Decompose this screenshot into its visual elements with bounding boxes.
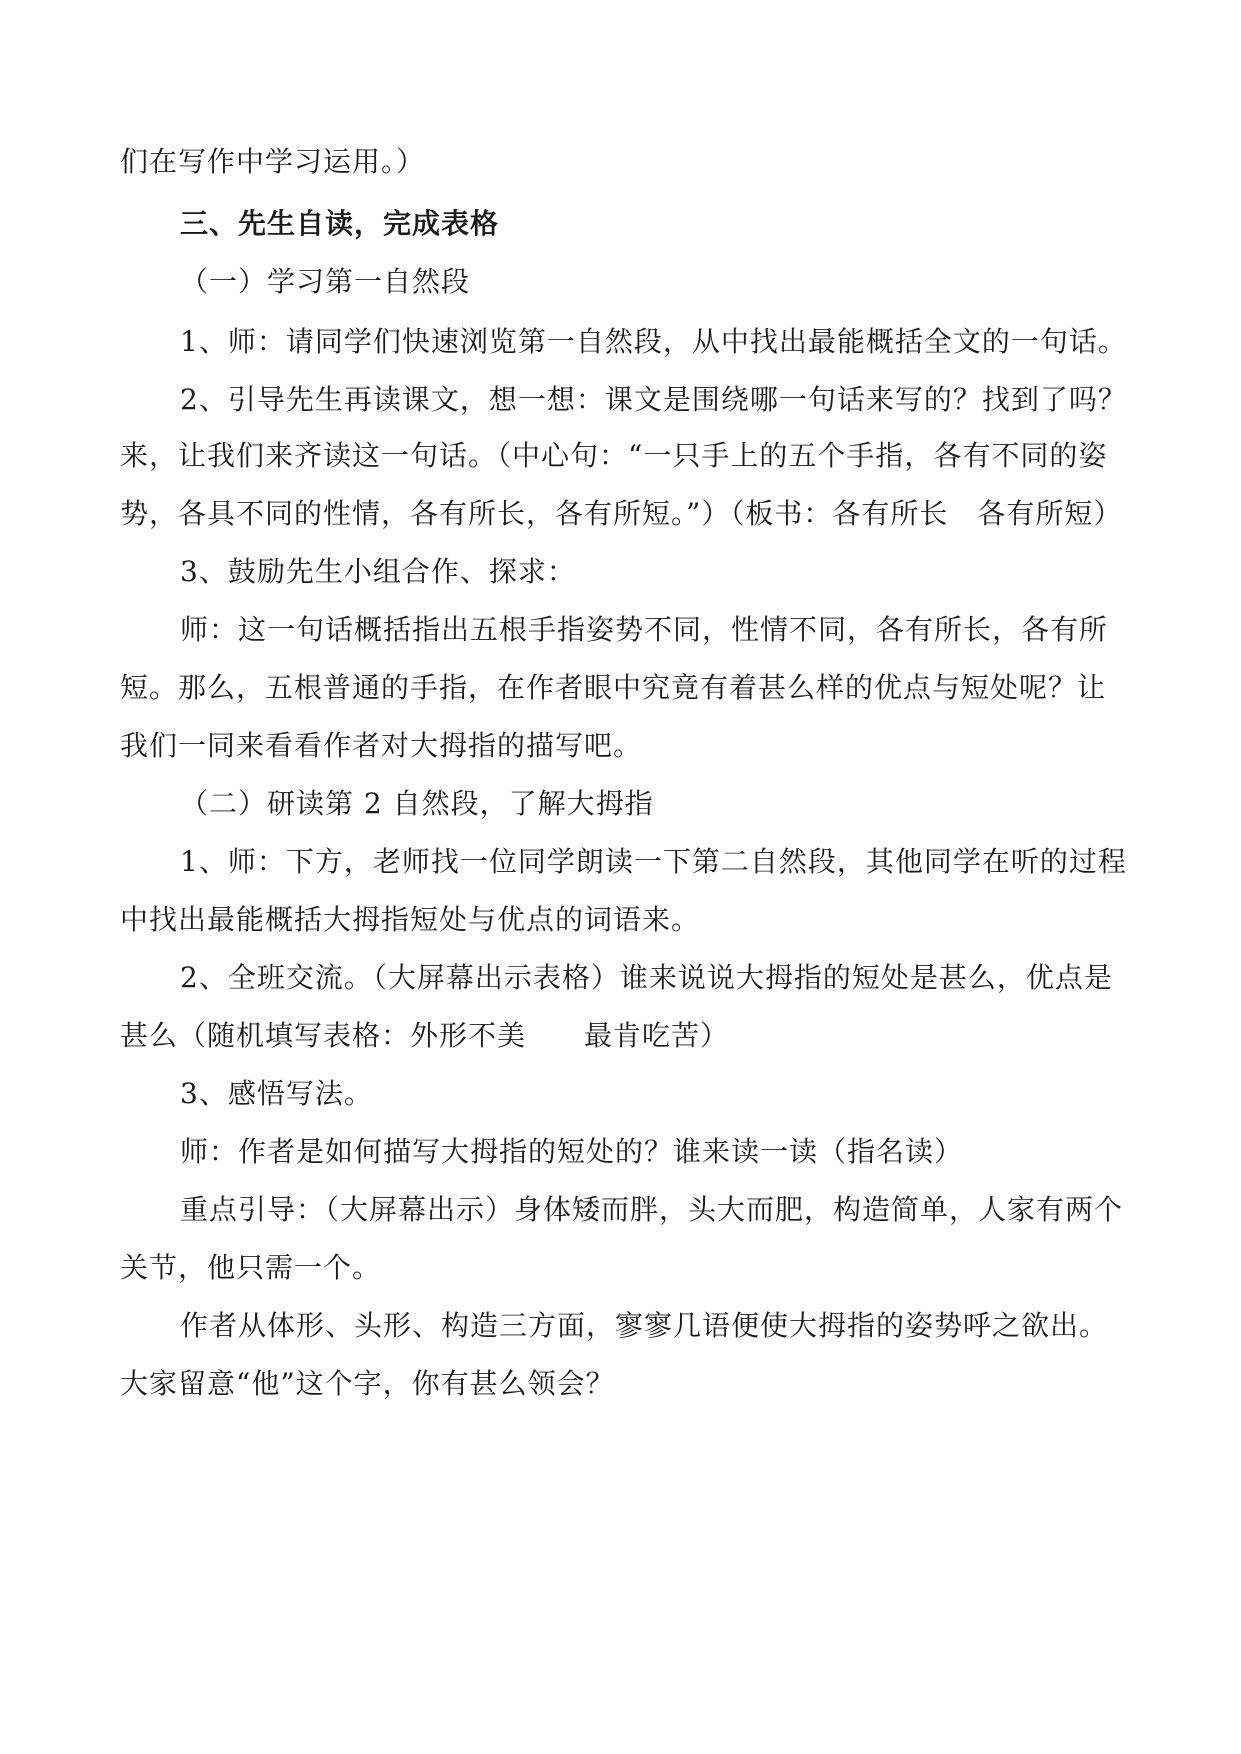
paragraph-line: 2、全班交流。（大屏幕出示表格）谁来说说大拇指的短处是甚么，优点是 <box>180 961 1113 994</box>
paragraph-line: 我们一同来看看作者对大拇指的描写吧。 <box>120 729 643 762</box>
paragraph-line: 中找出最能概括大拇指短处与优点的词语来。 <box>120 903 701 936</box>
paragraph-line: 大家留意“他”这个字，你有甚么领会？ <box>120 1367 615 1400</box>
paragraph-line: 们在写作中学习运用。） <box>120 145 426 178</box>
paragraph-line: 2、引导先生再读课文，想一想：课文是围绕哪一句话来写的？找到了吗？ <box>180 383 1127 416</box>
paragraph-line: 师：作者是如何描写大拇指的短处的？谁来读一读（指名读） <box>180 1135 964 1168</box>
paragraph-line: 势，各具不同的性情，各有所长，各有所短。”）（板书：各有所长 各有所短） <box>120 497 1123 530</box>
paragraph-line: 1、师：下方，老师找一位同学朗读一下第二自然段，其他同学在听的过程 <box>180 845 1127 878</box>
paragraph-line: 甚么（随机填写表格：外形不美 最肯吃苦） <box>120 1019 730 1052</box>
paragraph-line: 来，让我们来齐读这一句话。（中心句：“一只手上的五个手指，各有不同的姿 <box>120 439 1108 472</box>
paragraph-line: 1、师：请同学们快速浏览第一自然段，从中找出最能概括全文的一句话。 <box>180 325 1127 358</box>
paragraph-line: 重点引导：（大屏幕出示）身体矮而胖，头大而肥，构造简单，人家有两个 <box>180 1193 1124 1226</box>
paragraph-line: 作者从体形、头形、构造三方面，寥寥几语便使大拇指的姿势呼之欲出。 <box>180 1309 1109 1342</box>
paragraph-line: 短。那么，五根普通的手指，在作者眼中究竟有着甚么样的优点与短处呢？让 <box>120 671 1107 704</box>
paragraph-line: 3、感悟写法。 <box>180 1077 373 1110</box>
paragraph-line: 关节，他只需一个。 <box>120 1251 382 1284</box>
section-heading: 三、先生自读，完成表格 <box>180 207 500 240</box>
subsection-heading: （一）学习第一自然段 <box>180 265 471 298</box>
paragraph-line: 3、鼓励先生小组合作、探求： <box>180 555 576 588</box>
subsection-heading: （二）研读第 2 自然段，了解大拇指 <box>180 787 654 820</box>
paragraph-line: 师：这一句话概括指出五根手指姿势不同，性情不同，各有所长，各有所 <box>180 613 1109 646</box>
